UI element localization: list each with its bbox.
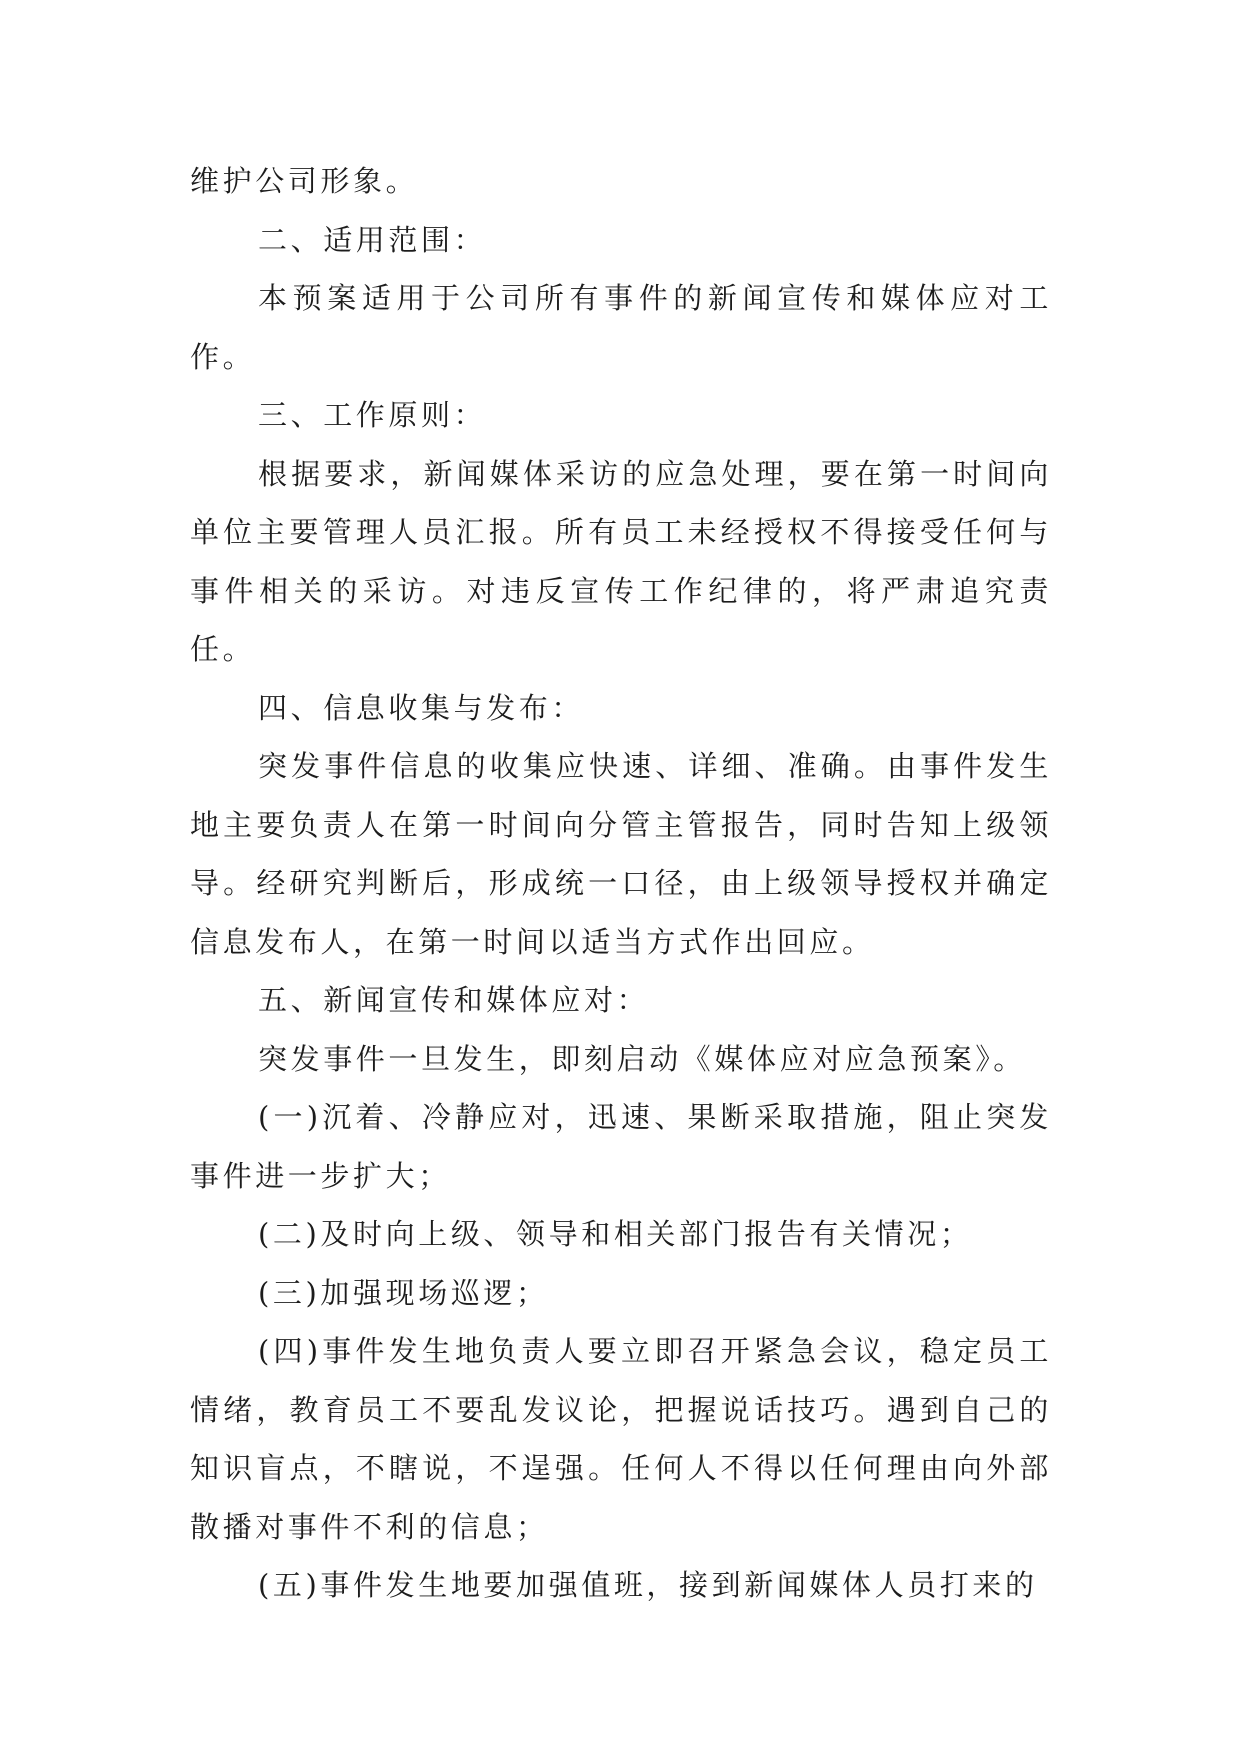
document-body xyxy=(190,152,1052,1615)
list-item-4: (四)事件发生地负责人要立即召开紧急会议，稳定员工情绪，教育员工不要乱发议论，把握说话技巧。遇到自己的知识盲点，不瞎说，不逞强。任何人不得以任何理由向外部散播对事件不利的信息； xyxy=(190,1334,1052,1544)
list-item-5: (五)事件发生地要加强值班，接到新闻媒体人员打来的 xyxy=(258,1568,1038,1602)
heading-scope: 二、适用范围： xyxy=(258,222,487,257)
heading-media-response: 五、新闻宣传和媒体应对： xyxy=(258,983,650,1017)
list-item-2: (二)及时向上级、领导和相关部门报告有关情况； xyxy=(258,1217,973,1251)
paragraph-media-response: 突发事件一旦发生，即刻启动《媒体应对应急预案》。 xyxy=(258,1041,1026,1076)
paragraph-continuation: 维护公司形象。 xyxy=(190,164,419,198)
heading-principles: 三、工作原则： xyxy=(258,398,487,432)
heading-info-collection: 四、信息收集与发布： xyxy=(258,690,585,725)
list-item-1: (一)沉着、冷静应对，迅速、果断采取措施，阻止突发事件进一步扩大； xyxy=(190,1100,1052,1193)
list-item-3: (三)加强现场巡逻； xyxy=(258,1275,549,1310)
paragraph-scope: 本预案适用于公司所有事件的新闻宣传和媒体应对工作。 xyxy=(190,281,1052,374)
paragraph-principles: 根据要求，新闻媒体采访的应急处理，要在第一时间向单位主要管理人员汇报。所有员工未经授权不得接受任何与事件相关的采访。对违反宣传工作纪律的，将严肃追究责任。 xyxy=(190,456,1052,666)
paragraph-info-collection: 突发事件信息的收集应快速、详细、准确。由事件发生地主要负责人在第一时间向分管主管报告，同时告知上级领导。经研究判断后，形成统一口径，由上级领导授权并确定信息发布人，在第一时间以适当方式作出回应。 xyxy=(190,749,1052,959)
